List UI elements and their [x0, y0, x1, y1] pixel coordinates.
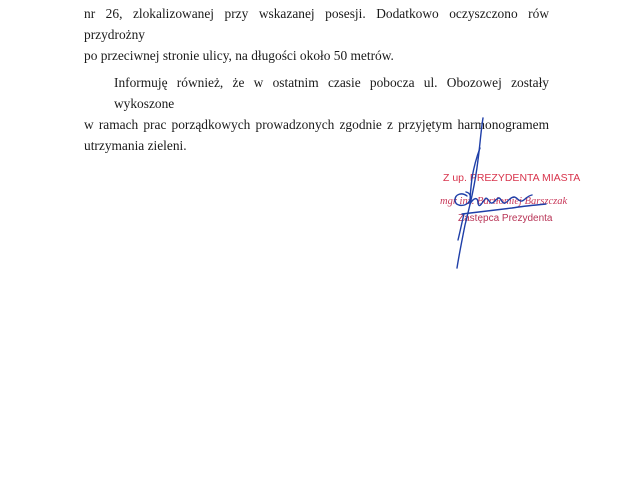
stamp-name-line: mgr inż. Bartłomiej Barszczak [440, 196, 568, 207]
letter-body [84, 3, 549, 156]
paragraph-1-line-2: po przeciwnej stronie ulicy, na długości około 50 metrów. [84, 48, 394, 63]
paragraph-2-line-3: utrzymania zieleni. [84, 138, 187, 153]
paragraph-2 [84, 72, 549, 156]
stamp-authority-line: Z up. PREZYDENTA MIASTA [443, 172, 581, 184]
paragraph-2-line-1: Informuję również, że w ostatnim czasie pobocza ul. Obozowej zostały wykoszone [114, 75, 549, 111]
paragraph-1 [84, 3, 549, 66]
stamp-title-line: Zastępca Prezydenta [458, 213, 553, 224]
paragraph-1-line-1: nr 26, zlokalizowanej przy wskazanej posesji. Dodatkowo oczyszczono rów przydrożny [84, 6, 549, 42]
paragraph-2-line-2: w ramach prac porządkowych prowadzonych zgodnie z przyjętym harmonogramem [84, 117, 549, 132]
